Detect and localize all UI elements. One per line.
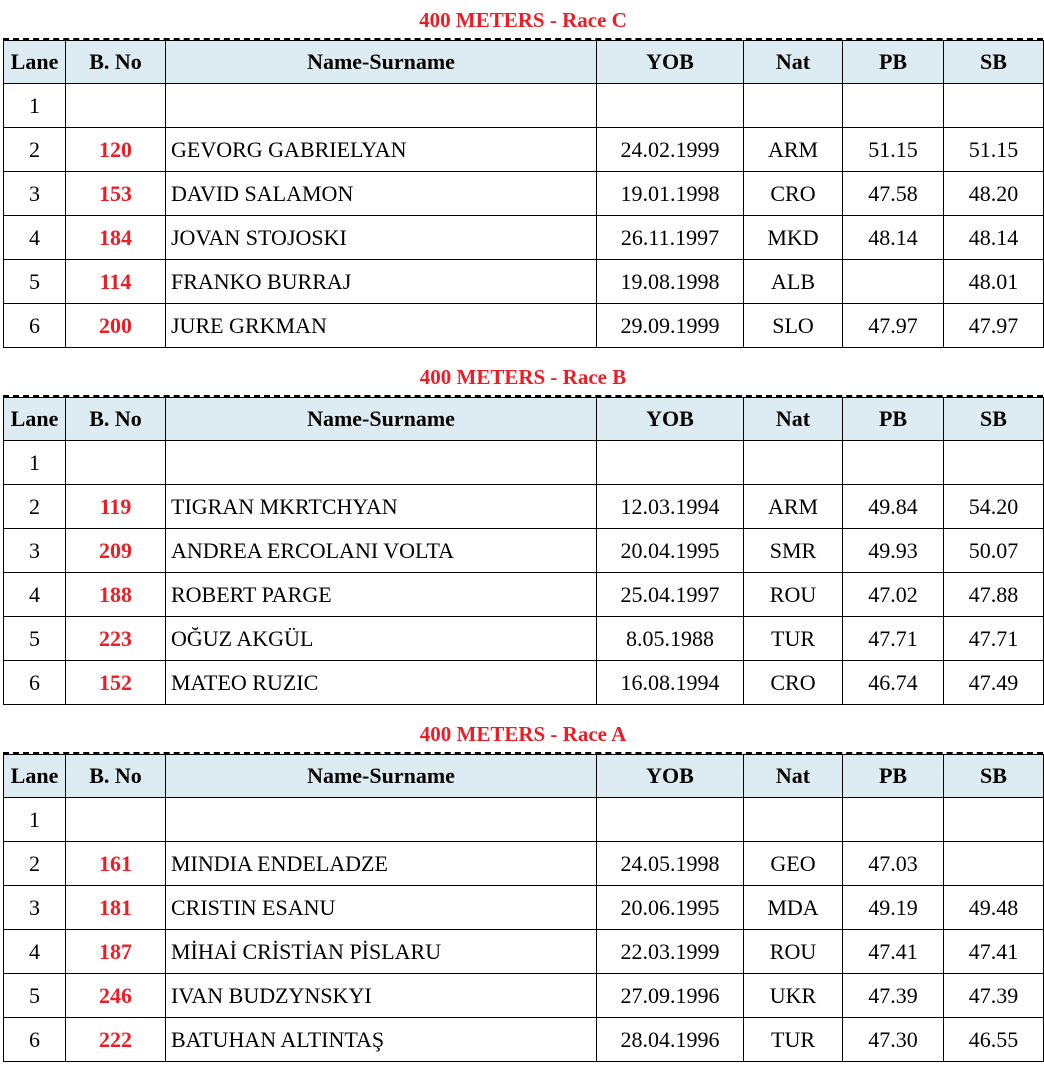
bib-number-cell: 223 (66, 617, 166, 661)
column-header-pb: PB (843, 41, 944, 84)
nationality-cell: ARM (744, 128, 843, 172)
nationality-cell: SMR (744, 529, 843, 573)
bib-number-cell: 161 (66, 842, 166, 886)
header-row (4, 755, 1044, 798)
start-list-grid (3, 752, 1043, 1062)
table-row (4, 798, 1044, 842)
race-section-a (3, 716, 1043, 1062)
header-row (4, 398, 1044, 441)
personal-best-cell: 47.03 (843, 842, 944, 886)
lane-cell: 6 (4, 1018, 66, 1062)
table-row (4, 260, 1044, 304)
birth-date-cell: 28.04.1996 (597, 1018, 744, 1062)
birth-date-cell (597, 84, 744, 128)
table-row (4, 1018, 1044, 1062)
personal-best-cell (843, 260, 944, 304)
bib-number-cell: 209 (66, 529, 166, 573)
column-header-name: Name-Surname (166, 755, 597, 798)
table-row (4, 974, 1044, 1018)
race-title: 400 METERS - Race B (419, 365, 627, 389)
bib-number-cell (66, 798, 166, 842)
athlete-name-cell: IVAN BUDZYNSKYI (166, 974, 597, 1018)
athlete-name-cell: DAVID SALAMON (166, 172, 597, 216)
lane-cell: 2 (4, 842, 66, 886)
birth-date-cell: 24.02.1999 (597, 128, 744, 172)
season-best-cell (944, 84, 1044, 128)
lane-cell: 1 (4, 441, 66, 485)
season-best-cell (944, 842, 1044, 886)
lane-cell: 1 (4, 798, 66, 842)
birth-date-cell: 19.08.1998 (597, 260, 744, 304)
table-row (4, 128, 1044, 172)
column-header-sb: SB (944, 755, 1044, 798)
personal-best-cell (843, 84, 944, 128)
personal-best-cell: 49.19 (843, 886, 944, 930)
athlete-name-cell: FRANKO BURRAJ (166, 260, 597, 304)
table-row (4, 661, 1044, 705)
birth-date-cell (597, 798, 744, 842)
nationality-cell: MKD (744, 216, 843, 260)
nationality-cell: CRO (744, 661, 843, 705)
personal-best-cell: 47.58 (843, 172, 944, 216)
athlete-name-cell: MİHAİ CRİSTİAN PİSLARU (166, 930, 597, 974)
birth-date-cell: 20.04.1995 (597, 529, 744, 573)
race-title: 400 METERS - Race C (419, 8, 627, 32)
personal-best-cell: 49.84 (843, 485, 944, 529)
start-list-grid (3, 395, 1043, 705)
season-best-cell: 47.71 (944, 617, 1044, 661)
season-best-cell: 49.48 (944, 886, 1044, 930)
birth-date-cell: 25.04.1997 (597, 573, 744, 617)
birth-date-cell: 29.09.1999 (597, 304, 744, 348)
birth-date-cell: 26.11.1997 (597, 216, 744, 260)
nationality-cell (744, 798, 843, 842)
column-header-bib: B. No (66, 41, 166, 84)
column-header-nat: Nat (744, 41, 843, 84)
nationality-cell: ARM (744, 485, 843, 529)
birth-date-cell: 19.01.1998 (597, 172, 744, 216)
personal-best-cell: 47.30 (843, 1018, 944, 1062)
lane-cell: 4 (4, 216, 66, 260)
bib-number-cell: 222 (66, 1018, 166, 1062)
start-list-grid (3, 38, 1043, 348)
table-row (4, 617, 1044, 661)
bib-number-cell: 120 (66, 128, 166, 172)
nationality-cell (744, 441, 843, 485)
personal-best-cell: 48.14 (843, 216, 944, 260)
birth-date-cell: 27.09.1996 (597, 974, 744, 1018)
athlete-name-cell: OĞUZ AKGÜL (166, 617, 597, 661)
season-best-cell: 48.20 (944, 172, 1044, 216)
athlete-name-cell (166, 84, 597, 128)
column-header-lane: Lane (4, 755, 66, 798)
birth-date-cell (597, 441, 744, 485)
nationality-cell: CRO (744, 172, 843, 216)
bib-number-cell: 119 (66, 485, 166, 529)
nationality-cell (744, 84, 843, 128)
season-best-cell: 50.07 (944, 529, 1044, 573)
lane-cell: 6 (4, 304, 66, 348)
table-row (4, 84, 1044, 128)
table-row (4, 842, 1044, 886)
birth-date-cell: 24.05.1998 (597, 842, 744, 886)
bib-number-cell (66, 84, 166, 128)
athlete-name-cell: MINDIA ENDELADZE (166, 842, 597, 886)
personal-best-cell: 51.15 (843, 128, 944, 172)
birth-date-cell: 12.03.1994 (597, 485, 744, 529)
birth-date-cell: 22.03.1999 (597, 930, 744, 974)
lane-cell: 4 (4, 930, 66, 974)
table-row (4, 529, 1044, 573)
column-header-name: Name-Surname (166, 41, 597, 84)
season-best-cell: 47.49 (944, 661, 1044, 705)
column-header-pb: PB (843, 398, 944, 441)
table-row (4, 172, 1044, 216)
personal-best-cell: 47.39 (843, 974, 944, 1018)
athlete-name-cell (166, 441, 597, 485)
column-header-lane: Lane (4, 41, 66, 84)
table-row (4, 573, 1044, 617)
column-header-sb: SB (944, 398, 1044, 441)
bib-number-cell: 184 (66, 216, 166, 260)
lane-cell: 6 (4, 661, 66, 705)
season-best-cell: 47.39 (944, 974, 1044, 1018)
nationality-cell: UKR (744, 974, 843, 1018)
bib-number-cell: 114 (66, 260, 166, 304)
bib-number-cell: 246 (66, 974, 166, 1018)
birth-date-cell: 16.08.1994 (597, 661, 744, 705)
lane-cell: 2 (4, 128, 66, 172)
lane-cell: 3 (4, 172, 66, 216)
start-list-table (3, 397, 1044, 705)
season-best-cell: 48.14 (944, 216, 1044, 260)
birth-date-cell: 8.05.1988 (597, 617, 744, 661)
lane-cell: 1 (4, 84, 66, 128)
column-header-nat: Nat (744, 398, 843, 441)
season-best-cell: 47.97 (944, 304, 1044, 348)
lane-cell: 3 (4, 886, 66, 930)
nationality-cell: TUR (744, 1018, 843, 1062)
season-best-cell: 54.20 (944, 485, 1044, 529)
athlete-name-cell: JURE GRKMAN (166, 304, 597, 348)
personal-best-cell (843, 441, 944, 485)
bib-number-cell: 152 (66, 661, 166, 705)
column-header-nat: Nat (744, 755, 843, 798)
personal-best-cell: 47.41 (843, 930, 944, 974)
column-header-bib: B. No (66, 755, 166, 798)
bib-number-cell: 153 (66, 172, 166, 216)
birth-date-cell: 20.06.1995 (597, 886, 744, 930)
column-header-pb: PB (843, 755, 944, 798)
athlete-name-cell: ANDREA ERCOLANI VOLTA (166, 529, 597, 573)
personal-best-cell: 46.74 (843, 661, 944, 705)
race-title: 400 METERS - Race A (419, 722, 627, 746)
athlete-name-cell: GEVORG GABRIELYAN (166, 128, 597, 172)
nationality-cell: MDA (744, 886, 843, 930)
bib-number-cell (66, 441, 166, 485)
personal-best-cell: 47.71 (843, 617, 944, 661)
table-row (4, 441, 1044, 485)
table-row (4, 930, 1044, 974)
bib-number-cell: 181 (66, 886, 166, 930)
table-body (4, 441, 1044, 705)
athlete-name-cell (166, 798, 597, 842)
bib-number-cell: 188 (66, 573, 166, 617)
season-best-cell: 51.15 (944, 128, 1044, 172)
column-header-yob: YOB (597, 398, 744, 441)
season-best-cell: 47.41 (944, 930, 1044, 974)
table-row (4, 886, 1044, 930)
personal-best-cell (843, 798, 944, 842)
personal-best-cell: 47.97 (843, 304, 944, 348)
season-best-cell (944, 798, 1044, 842)
column-header-lane: Lane (4, 398, 66, 441)
personal-best-cell: 49.93 (843, 529, 944, 573)
season-best-cell: 47.88 (944, 573, 1044, 617)
table-body (4, 84, 1044, 348)
column-header-name: Name-Surname (166, 398, 597, 441)
column-header-yob: YOB (597, 755, 744, 798)
start-list-table (3, 754, 1044, 1062)
athlete-name-cell: MATEO RUZIC (166, 661, 597, 705)
personal-best-cell: 47.02 (843, 573, 944, 617)
season-best-cell: 46.55 (944, 1018, 1044, 1062)
table-row (4, 485, 1044, 529)
lane-cell: 2 (4, 485, 66, 529)
race-section-b (3, 359, 1043, 705)
nationality-cell: ROU (744, 573, 843, 617)
athlete-name-cell: CRISTIN ESANU (166, 886, 597, 930)
table-row (4, 216, 1044, 260)
athlete-name-cell: ROBERT PARGE (166, 573, 597, 617)
lane-cell: 5 (4, 974, 66, 1018)
column-header-yob: YOB (597, 41, 744, 84)
race-section-c (3, 2, 1043, 348)
nationality-cell: GEO (744, 842, 843, 886)
season-best-cell: 48.01 (944, 260, 1044, 304)
lane-cell: 3 (4, 529, 66, 573)
column-header-bib: B. No (66, 398, 166, 441)
lane-cell: 5 (4, 260, 66, 304)
start-list-table (3, 40, 1044, 348)
header-row (4, 41, 1044, 84)
column-header-sb: SB (944, 41, 1044, 84)
nationality-cell: ROU (744, 930, 843, 974)
athlete-name-cell: TIGRAN MKRTCHYAN (166, 485, 597, 529)
athlete-name-cell: JOVAN STOJOSKI (166, 216, 597, 260)
nationality-cell: ALB (744, 260, 843, 304)
lane-cell: 5 (4, 617, 66, 661)
athlete-name-cell: BATUHAN ALTINTAŞ (166, 1018, 597, 1062)
nationality-cell: TUR (744, 617, 843, 661)
season-best-cell (944, 441, 1044, 485)
nationality-cell: SLO (744, 304, 843, 348)
table-body (4, 798, 1044, 1062)
table-row (4, 304, 1044, 348)
bib-number-cell: 200 (66, 304, 166, 348)
bib-number-cell: 187 (66, 930, 166, 974)
lane-cell: 4 (4, 573, 66, 617)
